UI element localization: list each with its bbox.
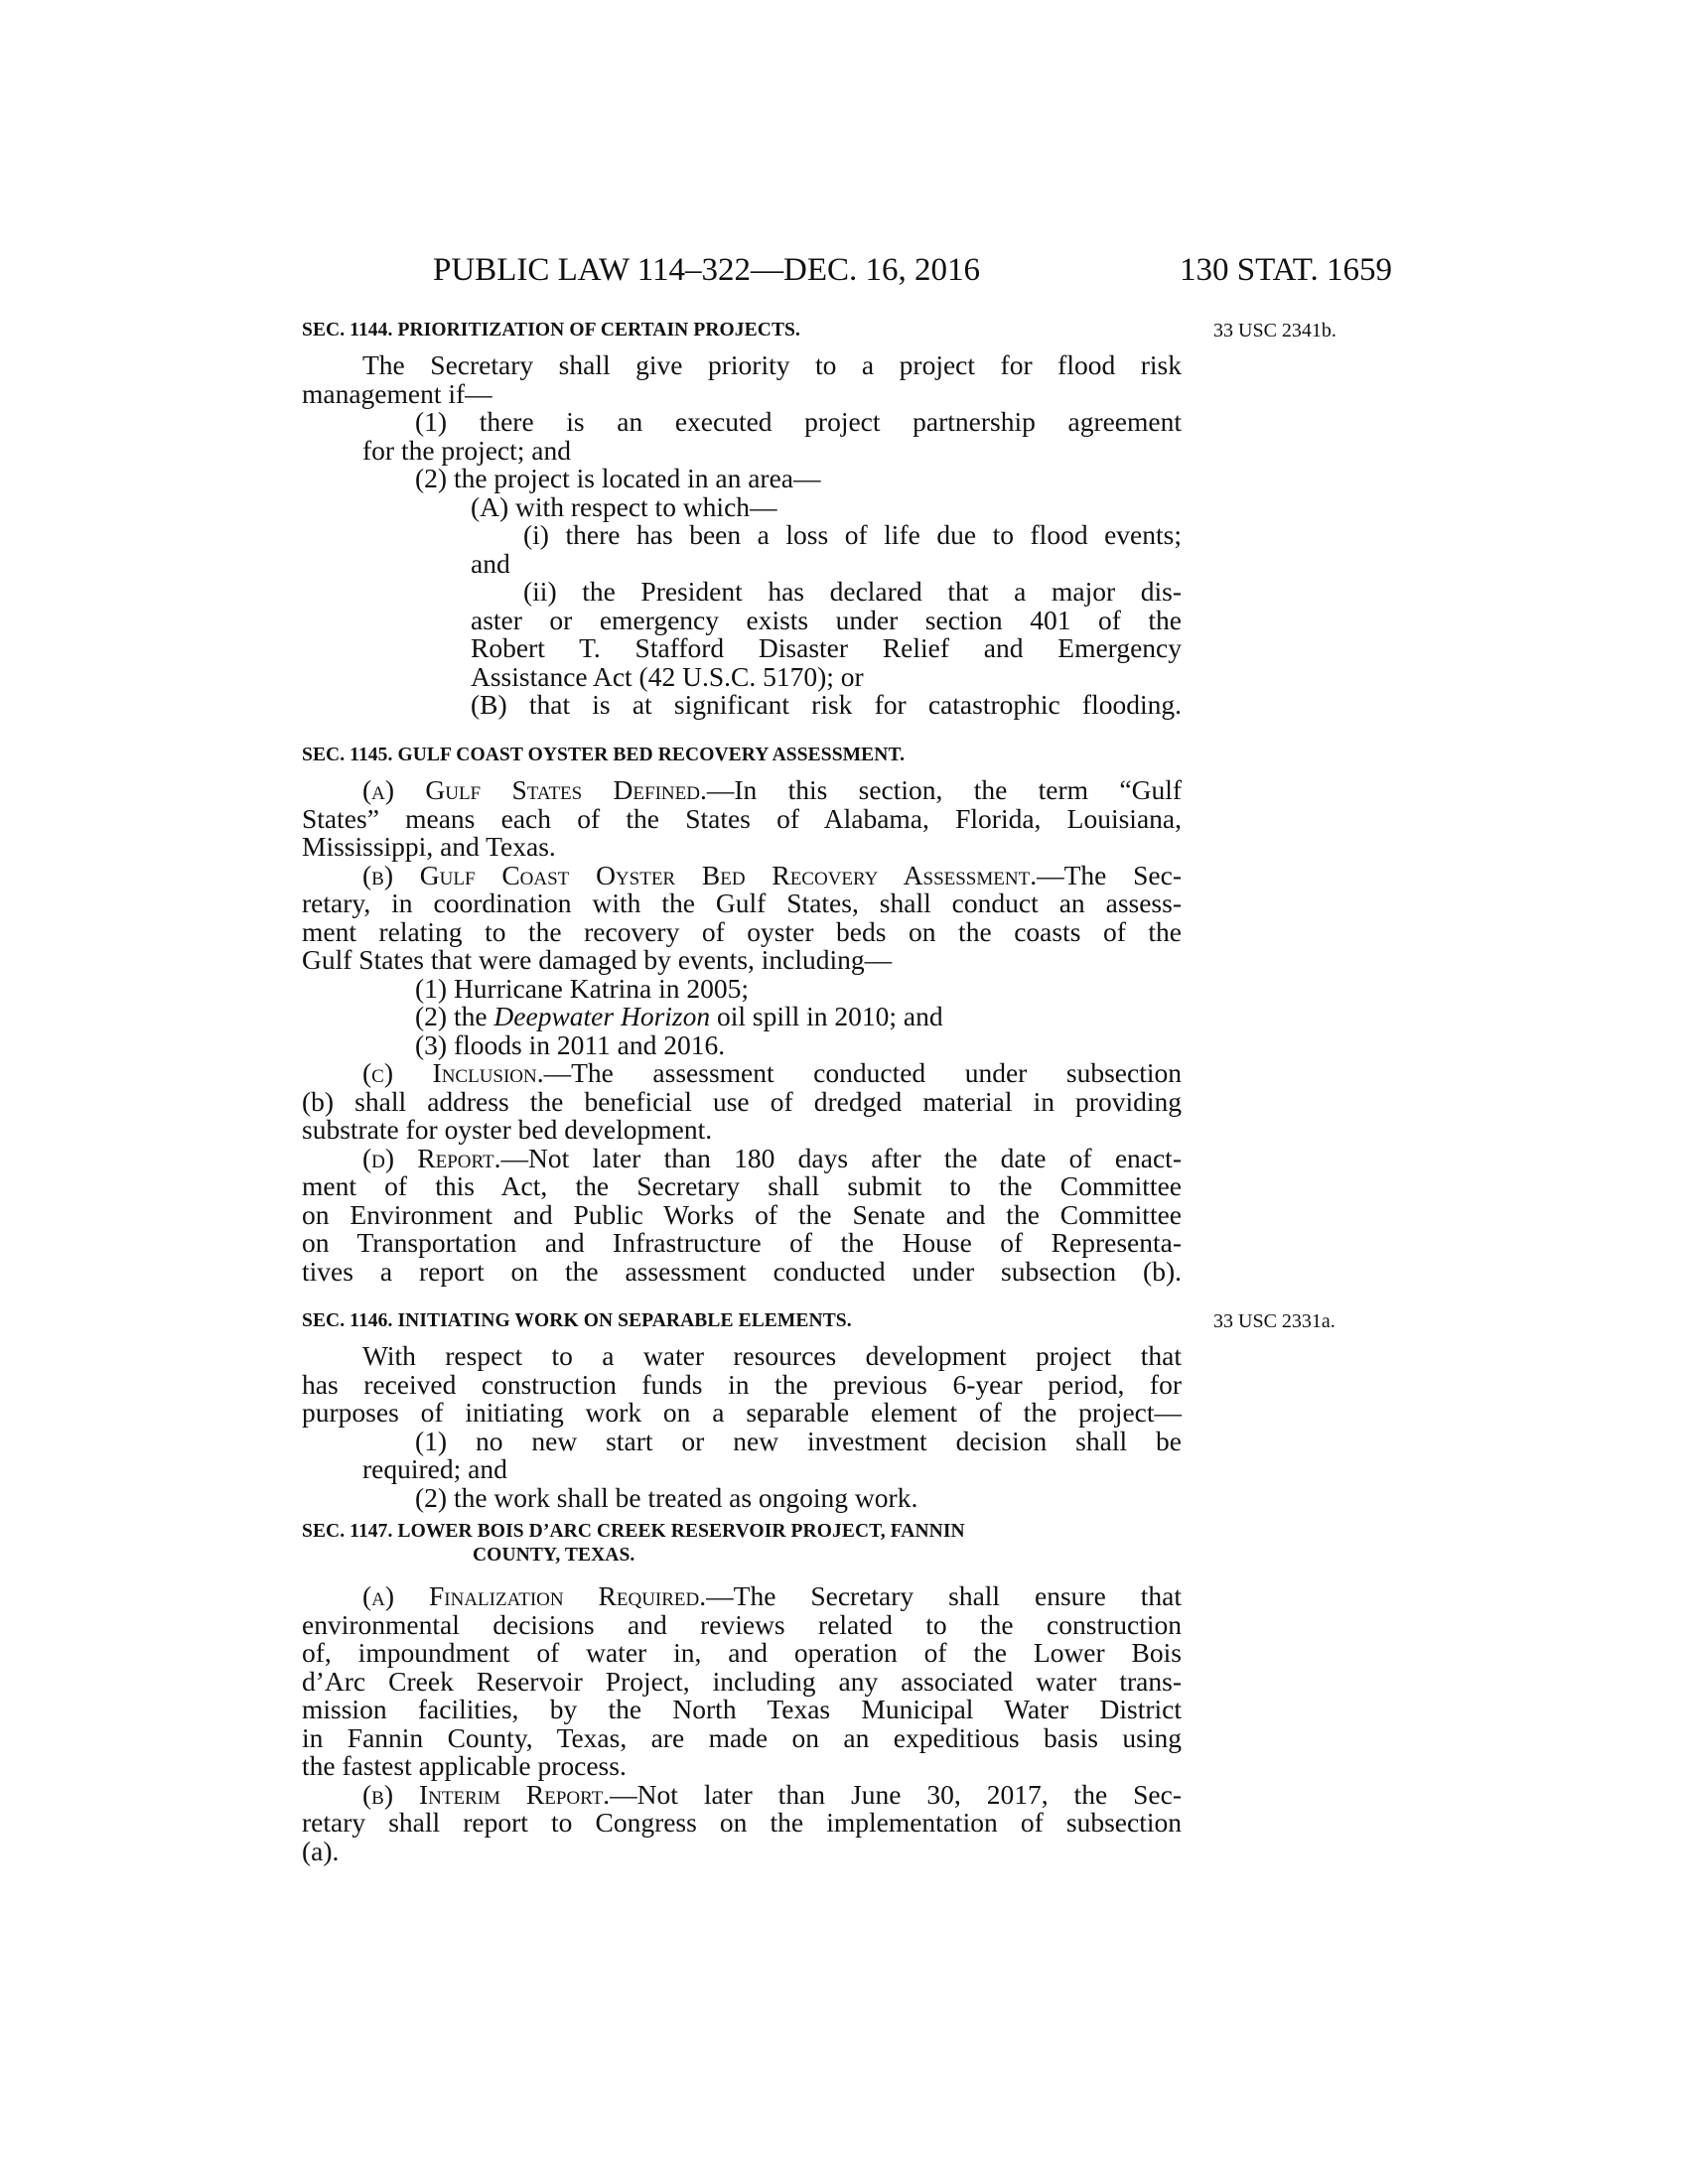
paragraph: retary shall report to Congress on the implementation of subsection	[302, 1807, 1182, 1838]
subsection-heading: (d) Report.	[362, 1142, 501, 1173]
list-item: (2) the Deepwater Horizon oil spill in 2010; and	[415, 1001, 943, 1031]
paragraph: tives a report on the assessment conducted under subsection (b).	[302, 1255, 1182, 1287]
subsection-heading: (c) Inclusion.	[362, 1057, 544, 1088]
page-number: 130 STAT. 1659	[1179, 252, 1392, 288]
subsection-heading: (b) Gulf Coast Oyster Bed Recovery Assessment.	[362, 859, 1038, 890]
page-header	[433, 252, 1392, 292]
section-1144-title: SEC. 1144. PRIORITIZATION OF CERTAIN PROJECTS.	[302, 320, 800, 341]
paragraph: (b) shall address the beneficial use of dredged material in providing	[302, 1085, 1182, 1117]
section-1147-title-cont: COUNTY, TEXAS.	[473, 1545, 635, 1566]
list-item: (3) floods in 2011 and 2016.	[415, 1028, 726, 1060]
paragraph: ment relating to the recovery of oyster beds on the coasts of the	[302, 915, 1182, 947]
paragraph: (a) Gulf States Defined.—In this section, the term “Gulf	[362, 774, 1182, 805]
list-item: (2) the project is located in an area—	[415, 463, 821, 493]
subsection-heading: (a) Gulf States Defined.	[362, 774, 707, 805]
section-1147-body	[302, 1582, 1182, 1865]
section-1144-body	[302, 351, 1182, 720]
paragraph: substrate for oyster bed development.	[302, 1114, 713, 1145]
list-item: aster or emergency exists under section 401 of the	[471, 604, 1182, 635]
paragraph: (a).	[302, 1835, 340, 1866]
running-head: PUBLIC LAW 114–322—DEC. 16, 2016	[433, 252, 981, 288]
paragraph: Mississippi, and Texas.	[302, 831, 556, 862]
paragraph: the fastest applicable process.	[302, 1750, 627, 1781]
list-item: (1) there is an executed project partnership agreement	[415, 406, 1182, 437]
paragraph: The Secretary shall give priority to a project for flood risk	[362, 349, 1182, 380]
paragraph: has received construction funds in the previous 6-year period, for	[302, 1368, 1182, 1400]
list-item: and	[471, 547, 510, 579]
list-item: (i) there has been a loss of life due to flood events;	[523, 519, 1182, 550]
list-item: Robert T. Stafford Disaster Relief and Emergency	[471, 632, 1182, 663]
paragraph: ment of this Act, the Secretary shall submit to the Committee	[302, 1170, 1182, 1201]
paragraph: (a) Finalization Required.—The Secretary shall ensure that	[362, 1580, 1182, 1611]
list-item: required; and	[362, 1453, 507, 1484]
paragraph: mission facilities, by the North Texas Municipal Water District	[302, 1694, 1182, 1724]
paragraph: purposes of initiating work on a separable element of the project—	[302, 1397, 1182, 1428]
list-item: (1) Hurricane Katrina in 2005;	[415, 972, 749, 1004]
subsection-heading: (a) Finalization Required.	[362, 1580, 707, 1611]
paragraph: on Transportation and Infrastructure of the House of Representa-	[302, 1227, 1182, 1258]
vessel-name: Deepwater Horizon	[493, 1001, 711, 1031]
section-1146-usc-note: 33 USC 2331a.	[1213, 1310, 1336, 1332]
list-item: (1) no new start or new investment decision shall be	[415, 1425, 1182, 1456]
paragraph: (b) Gulf Coast Oyster Bed Recovery Assessment.—The Sec-	[362, 859, 1182, 890]
paragraph: in Fannin County, Texas, are made on an expeditious basis using	[302, 1721, 1182, 1753]
paragraph: (d) Report.—Not later than 180 days after the date of enact-	[362, 1142, 1182, 1173]
section-1145-body	[302, 776, 1182, 1286]
paragraph: of, impoundment of water in, and operation of the Lower Bois	[302, 1637, 1182, 1668]
subsection-heading: (b) Interim Report.	[362, 1778, 611, 1810]
paragraph: (c) Inclusion.—The assessment conducted under subsection	[362, 1057, 1182, 1088]
paragraph: Gulf States that were damaged by events, including—	[302, 944, 893, 975]
paragraph: States” means each of the States of Alabama, Florida, Louisiana,	[302, 802, 1182, 834]
paragraph: management if—	[302, 377, 492, 409]
list-item: Assistance Act (42 U.S.C. 5170); or	[471, 660, 864, 692]
list-item: (ii) the President has declared that a major dis-	[523, 576, 1182, 607]
section-1147-title: SEC. 1147. LOWER BOIS D’ARC CREEK RESERVOIR PROJECT, FANNIN	[302, 1521, 965, 1542]
paragraph: retary, in coordination with the Gulf States, shall conduct an assess-	[302, 887, 1182, 918]
list-item: for the project; and	[362, 434, 571, 466]
paragraph: d’Arc Creek Reservoir Project, including any associated water trans-	[302, 1665, 1182, 1697]
section-1146-body	[302, 1342, 1182, 1512]
section-1146-title: SEC. 1146. INITIATING WORK ON SEPARABLE ELEMENTS.	[302, 1310, 852, 1331]
paragraph: on Environment and Public Works of the Senate and the Committee	[302, 1198, 1182, 1230]
list-item: (A) with respect to which—	[471, 490, 777, 522]
paragraph: With respect to a water resources development project that	[362, 1340, 1182, 1371]
section-1144-usc-note: 33 USC 2341b.	[1213, 320, 1336, 341]
list-item: (2) the work shall be treated as ongoing work.	[415, 1481, 918, 1513]
list-item: (B) that is at significant risk for catastrophic flooding.	[471, 689, 1182, 720]
section-1145-title: SEC. 1145. GULF COAST OYSTER BED RECOVERY ASSESSMENT.	[302, 745, 906, 765]
paragraph: environmental decisions and reviews related to the construction	[302, 1608, 1182, 1640]
paragraph: (b) Interim Report.—Not later than June 30, 2017, the Sec-	[362, 1778, 1182, 1810]
